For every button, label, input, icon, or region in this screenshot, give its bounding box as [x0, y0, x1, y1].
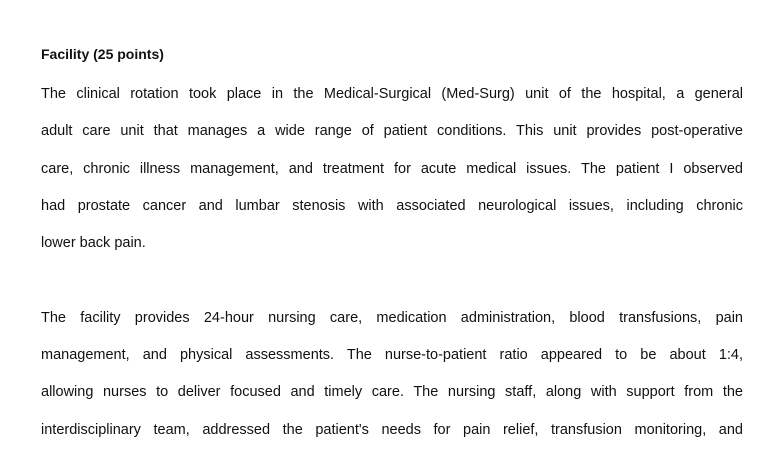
paragraph-2-line-4: interdisciplinary team, addressed the patient's needs for pain relief, transfusion monitoring, and [41, 421, 743, 438]
paragraph-1-line-4: had prostate cancer and lumbar stenosis with associated neurological issues, including chronic [41, 197, 743, 214]
paragraph-2-line-1: The facility provides 24-hour nursing care, medication administration, blood transfusions, pain [41, 309, 743, 326]
paragraph-1-line-1: The clinical rotation took place in the Medical-Surgical (Med-Surg) unit of the hospital, a general [41, 86, 743, 102]
document-page [41, 44, 743, 449]
paragraph-1 [41, 76, 743, 262]
paragraph-1-line-3: care, chronic illness management, and treatment for acute medical issues. The patient I observed [41, 160, 743, 177]
paragraph-1-line-5: lower back pain. [41, 235, 146, 252]
paragraph-spacer [41, 262, 743, 299]
section-heading: Facility (25 points) [41, 46, 164, 62]
paragraph-1-line-2: adult care unit that manages a wide range of patient conditions. This unit provides post-operative [41, 123, 743, 140]
paragraph-2 [41, 300, 743, 449]
paragraph-2-line-3: allowing nurses to deliver focused and timely care. The nursing staff, along with support from the [41, 384, 743, 401]
paragraph-2-line-2: management, and physical assessments. The nurse-to-patient ratio appeared to be about 1:4, [41, 347, 743, 364]
